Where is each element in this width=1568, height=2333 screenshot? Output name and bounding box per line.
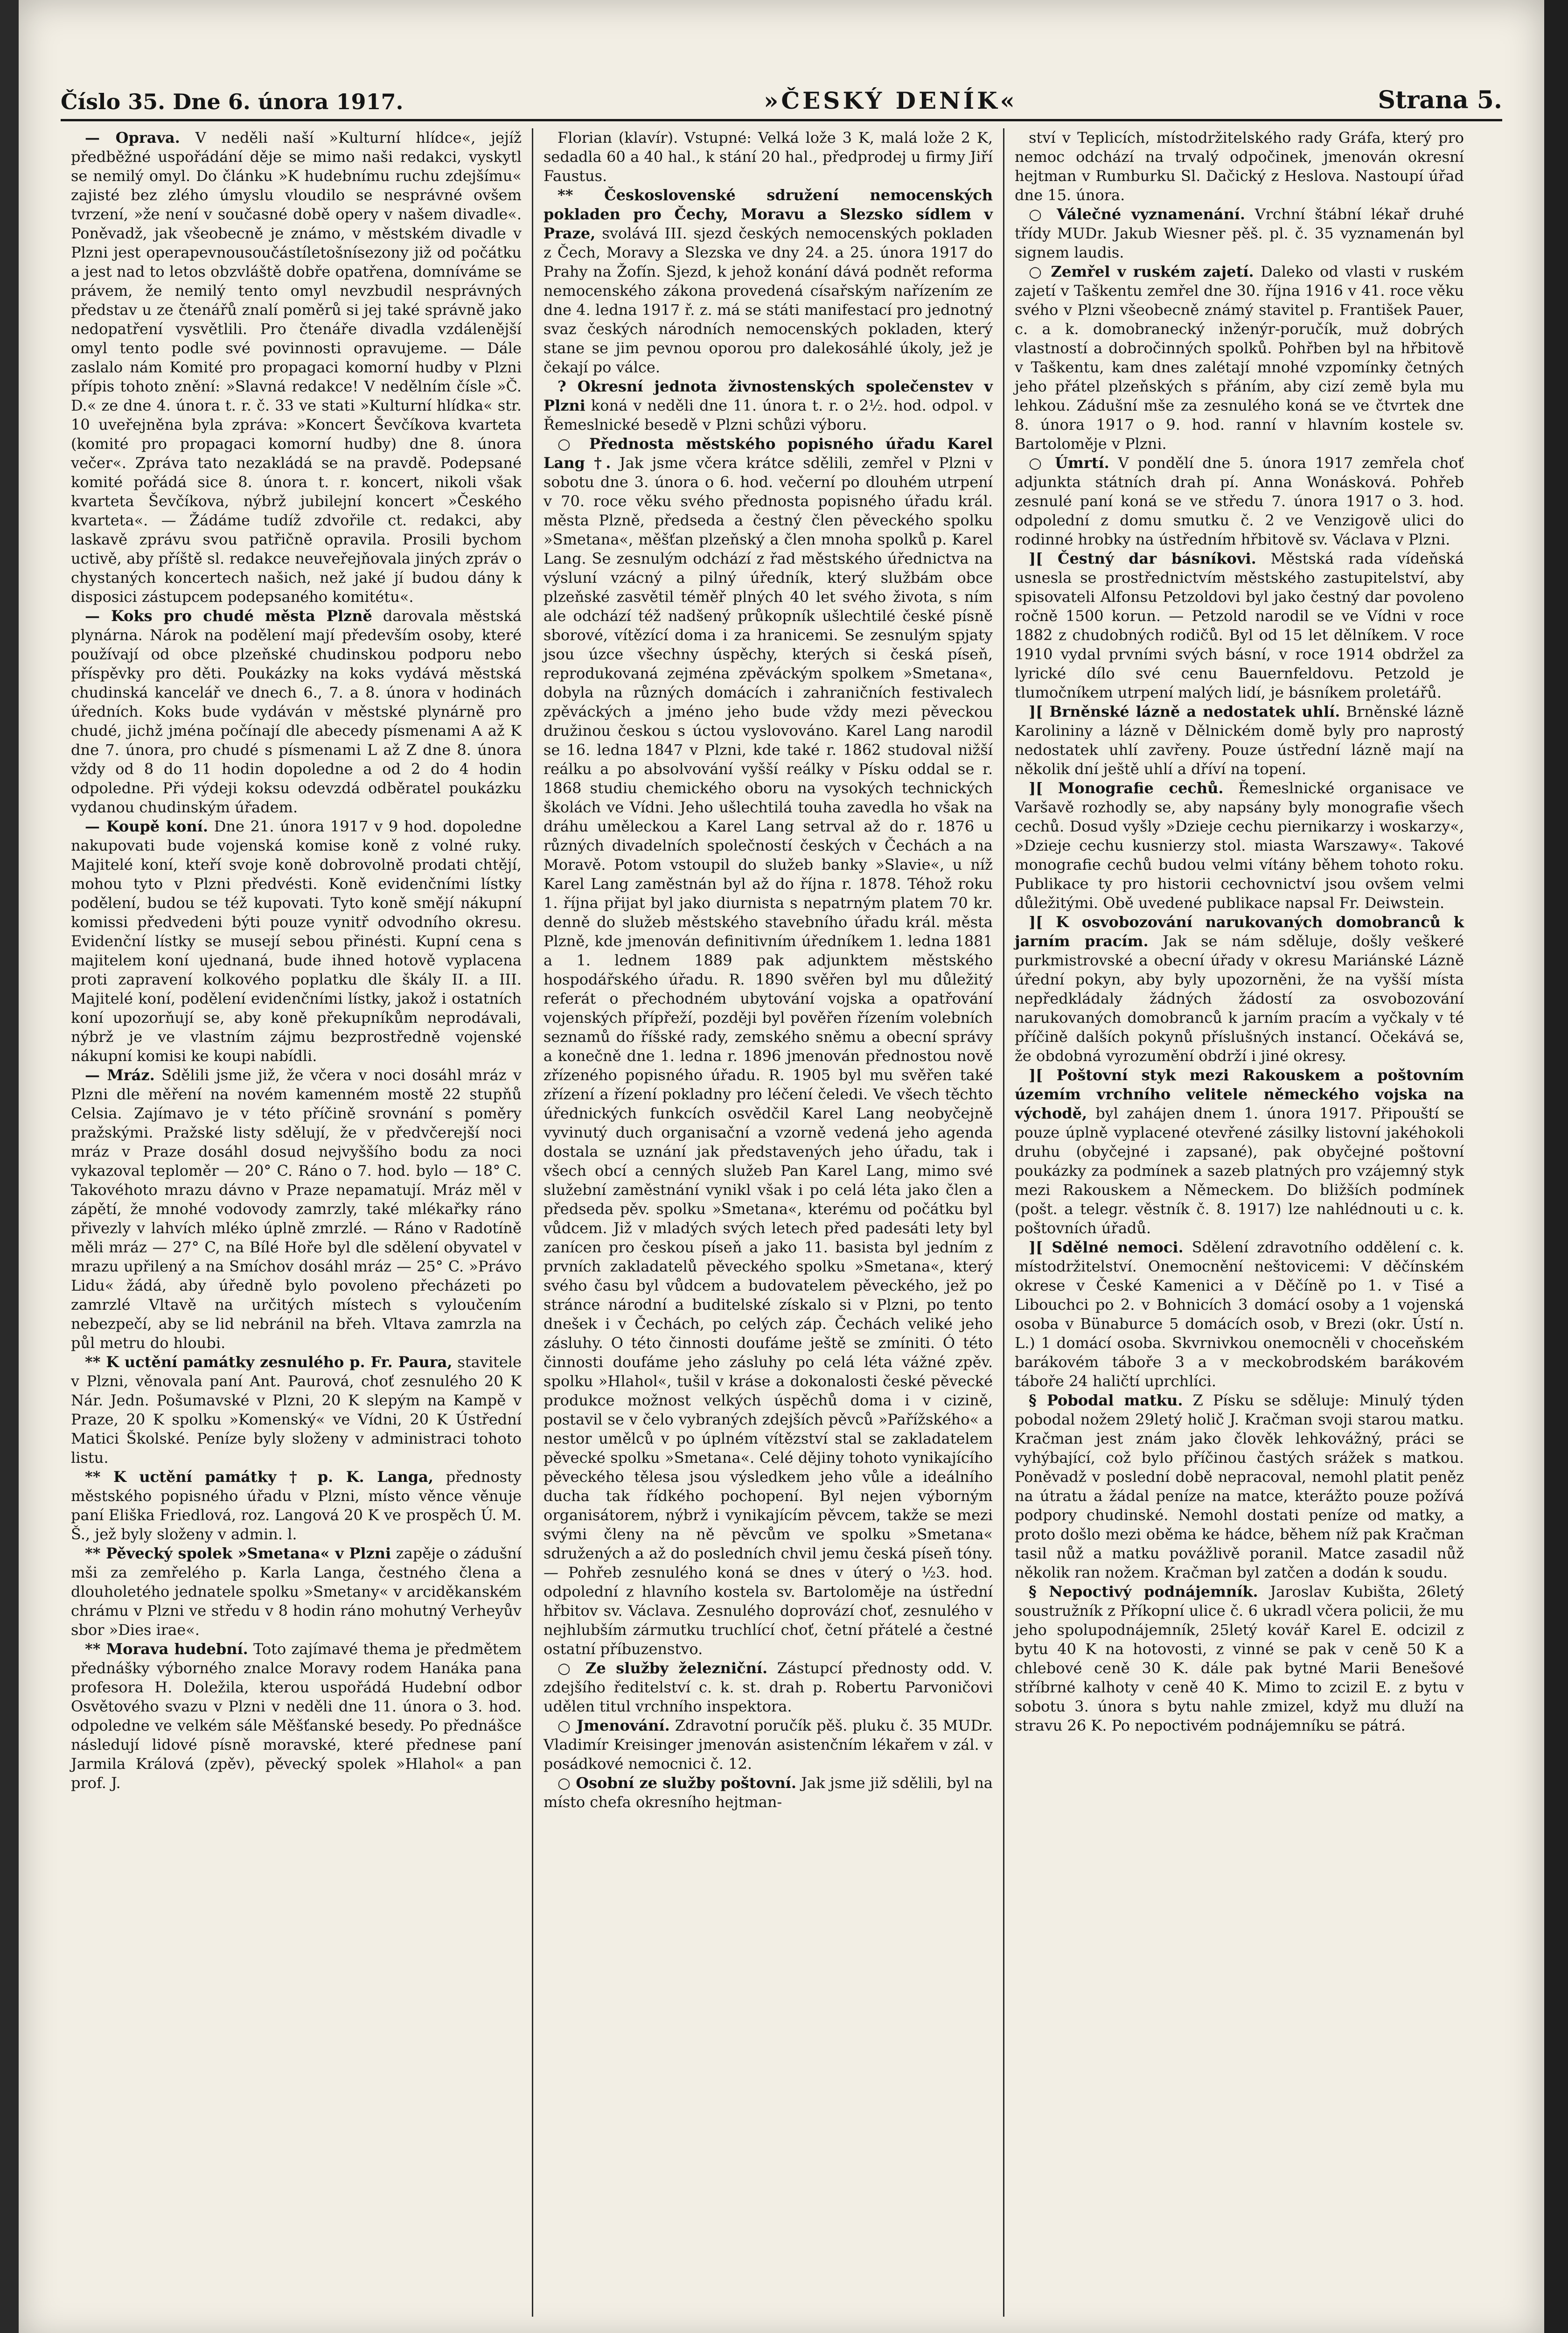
article-text: Dne 21. února 1917 v 9 hod. dopoledne nakupovati bude vojenská komise koně z volné ruky. Majitelé koní, kteří svoje koně dobrovolně prodati chtějí, mohou tyto v Plzni předvésti. Koně evidenčními lístky podělení, budou se též kupovati. Tyto koně smějí nákupní komissi předvedeni býti pouze vynitř odvodního okresu. Evidenční lístky se musejí sebou přinésti. Kupní cena s majitelem koní ujednaná, bude ihned hotově vyplacena proti zapravení kolkového poplatku dle škály II. a III. Majitelé koní, podělení evidenčními lístky, jakož i ostatních koní upozorňují se, aby koně překupníkům neprodávali, nýbrž je ve vlastním zájmu bezprostředně vojenské nákupní komisi ke koupi nabídli. (71, 817, 522, 1065)
article-heading: ○ Válečné vyznamenání. (1029, 205, 1246, 223)
article-text: darovala městská plynárna. Nárok na podělení mají především osoby, které používají od obce plzeňské chudinskou podporu nebo příspěvky pro děti. Poukázky na koks vydává městská chudinská kancelář ve dnech 6., 7. a 8. února v hodinách úředních. Koks bude vydáván v městské plynárně pro chudé, jichž jména počínají dle abecedy písmenami A až K dne 7. února, pro chudé s písmenami L až Z dne 8. února vždy od 8 do 11 hodin dopoledne a od 2 do 4 hodin odpoledne. Při výdeji koksu odevzdá odběratel poukázku vydanou chudinským úřadem. (71, 607, 522, 816)
article-paragraph (544, 128, 993, 186)
article-text: Městská rada vídeňská usnesla se prostřednictvím městského zastupitelství, aby spisovateli Alfonsu Petzoldovi byl jako čestný dar povoleno ročně 1500 korun. — Petzold narodil se ve Vídni v roce 1882 z chudobných rodičů. Byl od 15 let dělníkem. V roce 1910 vydal prvními svých básní, v roce 1914 obdržel za lyrické dílo své cenu Bauernfeldovu. Petzold je tlumočníkem utrpení malých lidí, je básníkem proletářů. (1015, 550, 1464, 701)
article-text: stavitele v Plzni, věnovala paní Ant. Paurová, choť zesnulého 20 K Nár. Jedn. Pošumavské v Plzni, 20 K slepým na Kampě v Praze, 20 K spolku »Komenský« ve Vídni, 20 K Ústřední Matici Školské. Peníze byly složeny v administraci tohoto listu. (71, 1353, 522, 1467)
article-heading: ][ Monografie cechů. (1029, 779, 1224, 797)
article-heading: — Koupě koní. (85, 817, 208, 835)
header-rule (61, 119, 1502, 121)
article-text: Jak jsme již sdělili, byl na místo chefa okresního hejtman- (544, 1774, 993, 1811)
article-text: Florian (klavír). Vstupné: Velká lože 3 K, malá lože 2 K, sedadla 60 a 40 hal., k stání 20 hal., předprodej u firmy Jiří Faustus. (544, 129, 993, 185)
article-text: přednosty městského popisného úřadu v Plzni, místo věnce věnuje paní Eliška Friedlová, roz. Langová 20 K ve prospěch Ú. M. Š., jež byly složeny v admin. l. (71, 1468, 522, 1543)
article-paragraph (544, 186, 993, 377)
article-heading: § Nepoctivý podnájemník. (1029, 1583, 1258, 1600)
article-text: Z Písku se sděluje: Minulý týden pobodal nožem 29letý holič J. Kračman svoji starou matku. Kračman jest znám jako člověk lehkovážný, práci se vyhýbající, což bylo příčinou častých srážek s matkou. Poněvadž v poslední době nepracoval, nemohl platit peněz na útratu a žádal peníze na matce, kterážto pouze požívá podpory chudinské. Nemohl dostati peníze od matky, a proto došlo mezi oběma ke hádce, během níž pak Kračman tasil nůž a matku povážlivě poranil. Matce zasadil nůž několik ran nožem. Kračman byl zatčen a dodán k soudu. (1015, 1391, 1464, 1581)
article-heading: ** Morava hudební. (85, 1640, 248, 1658)
article-heading: ○ Přednosta městského popisného úřadu Karel Lang †. (544, 435, 993, 472)
article-paragraph (71, 607, 522, 817)
newspaper-page (19, 0, 1544, 2333)
article-paragraph (544, 1774, 993, 1812)
article-heading: § Pobodal matku. (1029, 1391, 1183, 1409)
page-number: Strana 5. (1378, 86, 1502, 114)
article-heading: ][ Čestný dar básníkovi. (1029, 550, 1256, 567)
article-paragraph (1015, 1238, 1464, 1391)
article-text: V pondělí dne 5. února 1917 zemřela choť adjunkta státních drah pí. Anna Wonásková. Pohřeb zesnulé paní koná se ve středu 7. února 1917 o 3. hod. odpolední z domu smutku č. 2 ve Venzigově ulici do rodinné hrobky na ústředním hřbitově sv. Václava v Plzni. (1015, 454, 1464, 548)
article-paragraph (1015, 454, 1464, 549)
article-paragraph (71, 817, 522, 1066)
article-text: Jak jsme včera krátce sdělili, zemřel v Plzni v sobotu dne 3. února o 6. hod. večerní po dlouhém utrpení v 70. roce věku svého přednosta popisného úřadu král. města Plzně, předseda a čestný člen pěveckého spolku »Smetana«, měšťan plzeňský a člen mnoha spolků p. Karel Lang. Se zesnulým odchází z řad městského úřednictva na výsluní vzácný a pilný úředník, který službám obce plzeňské zasvětil téměř plných 40 let svého života, s ním ale odchází též nadšený průkopník ušlechtilé české písně sborové, vítězící doma i za hranicemi. Se zesnulým spjaty jsou úzce všechny úspěchy, kterých si česká píseň, reprodukovaná zejména zpěváckým spolkem »Smetana«, dobyla na různých domácích i zahraničních festivalech zpěváckých a jméno jeho bude vždy mezi pěveckou družinou českou s úctou vyslovováno. Karel Lang narodil se 16. ledna 1847 v Plzni, kde také r. 1862 studoval nižší reálku a po absolvování vyšší reálky v Písku oddal se r. 1868 studiu chemického oboru na vysokých technických školách ve Vídni. Jeho ušlechtilá touha zavedla ho však na dráhu uměleckou a Karel Lang setrval až do r. 1876 u různých divadelních společností českých v Čechách a na Moravě. Potom vstoupil do služeb banky »Slavie«, u níž Karel Lang zaměstnán byl až do října r. 1878. Téhož roku 1. října přijat byl jako diurnista s nepatrným platem 70 kr. denně do služeb městského stavebního úřadu král. města Plzně, kde jmenován definitivním úředníkem 1. ledna 1881 a 1. lednem 1889 pak adjunktem městského hospodářského úřadu. R. 1890 svěřen byl mu důležitý referát o přechodném ubytování vojska a opatřování vojenských přípřeží, později byl pověřen řízením volebních seznamů do říšské rady, zemského sněmu a obecní správy a konečně dne 1. ledna r. 1896 jmenován přednostou nově zřízeného popisného úřadu. R. 1905 byl mu svěřen také zřízení a řízení pokladny pro léčení čeledi. Ve všech těchto úřednických funkcích osvědčil Karel Lang neobyčejně vyvinutý duch organisační a vzorně vedená jeho agenda dostala se uznání jak představených jeho úřadu, tak i všech obcí a cenných služeb Pan Karel Lang, mimo své služební zaměstnání vynikl však i po celá léta jako člen a předseda pěv. spolku »Smetana«, kterému od počátku byl vůdcem. Již v mladých svých letech před padesáti lety byl zanícen pro českou píseň a jako 11. basista byl jedním z prvních zakladatelů pěveckého spolku »Smetana«, který svého času byl vůdcem a budovatelem pěveckého, jež po stránce národní a buditelské získalo si v Plzni, po tento dnešek i v Čechách, po celých záp. Čechách veliké jeho zásluhy. O této činnosti doufáme ještě se zmíniti. Ó této činnosti doufáme jeho zásluhy po celá léta vážné zpěv. spolku »Hlahol«, tušil v kráse a dokonalosti české pěvecké produkce možnost velkých úspěchů doma i v cizině, postavil se v čelo vybraných zdejších pěvců »Pařížského« a nestor umělců v po úplném vítězství stal se zakladatelem pěvecké spolku »Smetana«. Celé dějiny tohoto vynikajícího pěveckého tělesa jsou výsledkem jeho vůle a ideálního ducha tak řídkého pochopení. Byl nejen výborným organisátorem, nýbrž i vynikajícím pěvcem, takže se mezi svými členy na ně pěvcům ve spolku »Smetana« sdružených a až do posledních chvil jemu česká píseň tóny. — Pohřeb zesnulého koná se dnes v úterý o ½3. hod. odpolední z hlavního kostela sv. Bartoloměje na ústřední hřbitov sv. Václava. Zesnulého doprovází choť, zesnulého v nejhlubším zármutku truchlící choť, četní přátelé a čestné ostatní příbuzenstvo. (544, 454, 993, 1658)
scan-dark-edge (0, 0, 19, 2333)
article-text: Daleko od vlasti v ruském zajetí v Taškentu zemřel dne 30. října 1916 v 41. roce věku svého v Plzni všeobecně známý stavitel p. František Pauer, c. a k. domobranecký inženýr-poručík, muž dobrých vlastností a dobročinných spolků. Pohřben byl na hřbitově v Taškentu, kam dnes zalétají mnohé vzpomínky četných jeho přátel plzeňských s přáním, aby cizí země byla mu lehkou. Zádušní mše za zesnulého koná se ve čtvrtek dne 8. února 1917 o 9. hod. ranní v hlavním kostele sv. Bartoloměje v Plzni. (1015, 263, 1464, 453)
article-paragraph (544, 1659, 993, 1716)
masthead-title: »ČESKÝ DENÍK« (764, 87, 1017, 114)
article-heading: — Mráz. (85, 1066, 155, 1084)
article-text: koná v neděli dne 11. února t. r. o 2½. hod. odpol. v Řemeslnické besedě v Plzni schůzi výboru. (544, 397, 993, 433)
article-text: Jaroslav Kubišta, 26letý soustružník z Příkopní ulice č. 6 ukradl včera policii, že mu jeho spolupodnájemník, 25letý kovář Karel E. odcizil z bytu 40 K na hotovosti, z vinné se pak v ceně 50 K a chlebové ceně 30 K. dále pak bytné Marii Benešové stříbrné kalhoty v ceně 40 K. Mimo to zcizil E. z bytu v sobotu 3. února s bytu nahle zmizel, když mu dluží na stravu 26 K. Po nepoctivém podnájemníku se pátrá. (1015, 1583, 1464, 1734)
article-paragraph (544, 377, 993, 434)
column-1 (61, 128, 532, 2317)
article-text: zapěje o zádušní mši za zemřelého p. Karla Langa, čestného člena a dlouholetého jednatele spolku »Smetany« v arciděkanském chrámu v Plzni ve středu v 8 hodin ráno mohutný Verheyův sbor »Dies irae«. (71, 1544, 522, 1639)
article-heading: ○ Jmenování. (558, 1717, 670, 1734)
article-paragraph (1015, 1066, 1464, 1238)
article-text: Zdravotní poručík pěš. pluku č. 35 MUDr. Vladimír Kreisinger jmenován asistenčním lékařem v zál. v posádkové nemocnici č. 12. (544, 1717, 993, 1773)
article-heading: ][ Poštovní styk mezi Rakouskem a poštovním územím vrchního velitele německého vojska na východě, (1015, 1066, 1464, 1122)
article-paragraph (71, 128, 522, 607)
article-paragraph (1015, 128, 1464, 205)
article-text: Vrchní štábní lékař druhé třídy MUDr. Jakub Wiesner pěš. pl. č. 35 vyznamenán byl signem laudis. (1015, 205, 1464, 261)
article-paragraph (71, 1544, 522, 1640)
article-paragraph (1015, 262, 1464, 454)
article-heading: — Koks pro chudé města Plzně (85, 607, 372, 625)
article-heading: ][ Sdělné nemoci. (1029, 1238, 1184, 1256)
article-paragraph (544, 1716, 993, 1774)
column-3 (1003, 128, 1474, 2317)
article-paragraph (71, 1066, 522, 1353)
page-header (61, 77, 1502, 114)
article-text: Sdělení zdravotního oddělení c. k. místodržitelství. Onemocnění neštovicemi: V děčínském okrese v České Kamenici a v Děčíně po 1. v Tisé a Libouchci po 2. v Bohnicích 3 domácí osoby a 1 vojenská osoba v Bünaburce 5 domácích osob, v Brezi (okr. Ústí n. L.) 1 domácí osoba. Skvrnivkou onemocněli v choceňském barákovém táboře 3 a v meckobrodském barákovém táboře 24 haličtí uprchlíci. (1015, 1238, 1464, 1390)
article-heading: ○ Osobní ze služby poštovní. (558, 1774, 797, 1792)
article-text: Řemeslnické organisace ve Varšavě rozhodly se, aby napsány byly monografie všech cechů. Dosud vyšly »Dzieje cechu piernikarzy i woskarzy«, »Dzieje cechu kusnierzy stol. miasta Warszawy«. Takové monografie cechů budou velmi vítány během tohoto roku. Publikace ty pro historii cechovnictví jsou ovšem velmi důležitými. Obě uvedené publikace napsal Fr. Deiwstein. (1015, 779, 1464, 912)
column-2 (532, 128, 1003, 2317)
article-heading: ○ Úmrtí. (1029, 454, 1109, 472)
article-heading: ** K uctění památky zesnulého p. Fr. Paura, (85, 1353, 453, 1371)
article-paragraph (71, 1640, 522, 1793)
article-text: Toto zajímavé thema je předmětem přednášky výborného znalce Moravy rodem Hanáka pana profesora H. Doležila, kterou uspořádá Hudební odbor Osvětového svazu v Plzni v neděli dne 11. února o 3. hod. odpoledne ve velkém sále Měšťanské besedy. Po přednášce následují lidové písně moravské, které přednese paní Jarmila Králová (zpěv), pěvecký spolek »Hlahol« a pan prof. J. (71, 1640, 522, 1792)
article-paragraph (1015, 549, 1464, 702)
issue-number-date: Číslo 35. Dne 6. února 1917. (61, 89, 404, 114)
article-paragraph (1015, 779, 1464, 913)
article-text: ství v Teplicích, místodržitelského rady Gráfa, který pro nemoc odchází na trvalý odpočinek, jmenován okresní hejtman v Rumburku Sl. Dačický z Heslova. Nastoupí úřad dne 15. února. (1015, 129, 1464, 204)
article-text: V neděli naší »Kulturní hlídce«, jejíž předběžné uspořádání děje se mimo naši redakci, vyskytl se nemilý omyl. Do článku »K hudebnímu ruchu zdejšímu« zajisté bez zlého úmyslu vloudilo se nesprávné ovšem tvrzení, »že není v současné době opery v našem divadle«. Poněvadž, jak všeobecně je známo, v městském divadle v Plzni jest operapevnousoučástíletošnísezony již od počátku a jest nad to letos obzvláště dobře opatřena, domníváme se právem, že nemilý tento omyl nevzbudil nesprávných představ u ze čtenářů znalí poměrů si jej také správně jako nedopatření vysvětlili. Pro čtenáře divadla vzdálenější omyl tento podle své povinnosti opravujeme. — Dále zaslalo nám Komité pro propagaci komorní hudby v Plzni přípis tohoto znění: »Slavná redakce! V nedělním čísle »Č. D.« ze dne 4. února t. r. č. 33 ve stati »Kulturní hlídka« str. 10 uveřejněna byla zpráva: »Koncert Ševčíkova kvarteta (komité pro propagaci komorní hudby) dne 8. února večer«. Zpráva tato nezakládá se na pravdě. Podepsané komité pořádá sice 8. února t. r. koncert, nikoli však kvarteta Ševčíkova, nýbrž jubilejní koncert »Českého kvarteta«. — Žádáme tudíž zdvořile ct. redakci, aby laskavě zprávu svou patřičně opravila. Prosili bychom uctivě, aby příště sl. redakce neuveřejňovala jiných zpráv o chystaných koncertech našich, než jaké jí budou dány k disposici zástupcem podepsaného komitétu«. (71, 129, 522, 606)
article-text: svolává III. sjezd českých nemocenských pokladen z Čech, Moravy a Slezska ve dny 24. a 25. února 1917 do Prahy na Žofín. Sjezd, k jehož konání dává podnět reforma nemocenského zákona provedená císařským nařízením ze dne 4. ledna 1917 ř. z. má se státi manifestací pro jednotný svaz českých národních nemocenských pokladen, který stane se jim pevnou oporou pro dalekosáhlé úkoly, jež je čekají po válce. (544, 224, 993, 376)
article-heading: ** K uctění památky † p. K. Langa, (85, 1468, 433, 1486)
article-paragraph (71, 1353, 522, 1467)
article-heading: ○ Zemřel v ruském zajetí. (1029, 263, 1254, 280)
article-paragraph (1015, 1582, 1464, 1735)
article-heading: ** Pěvecký spolek »Smetana« v Plzni (85, 1544, 391, 1562)
article-heading: ○ Ze služby železniční. (558, 1659, 768, 1677)
article-paragraph (71, 1467, 522, 1544)
article-heading: ][ Brněnské lázně a nedostatek uhlí. (1029, 703, 1340, 720)
article-paragraph (1015, 913, 1464, 1066)
article-text: byl zahájen dnem 1. února 1917. Připouští se pouze úplně vyplacené otevřené zásilky listovní jakéhokoli druhu (obyčejné i zapsané), pak obyčejné poštovní poukázky za podmínek a sazeb platných pro vzájemný styk mezi Rakouskem a Německem. Do bližších podmínek (pošt. a telegr. věstník č. 8. 1917) lze nahlédnouti u c. k. poštovních úřadů. (1015, 1104, 1464, 1237)
article-paragraph (1015, 205, 1464, 262)
article-columns (61, 128, 1502, 2317)
article-text: Sdělili jsme již, že včera v noci dosáhl mráz v Plzni dle měření na novém kamenném mostě 22 stupňů Celsia. Zajímavo je v této příčině srovnání s poměry pražskými. Pražské listy sdělují, že v předvčerejší noci mráz v Praze dosáhl dosud nejvyššího bodu za noci vykazoval teploměr — 20° C. Ráno o 7. hod. bylo — 18° C. Takovéhoto mrazu dávno v Praze nepamatují. Mráz měl v zápětí, že mnohé vodovody zamrzly, také mlékařky ráno přivezly v lahvích mléko úplně zmrzlé. — Ráno v Radotíně měli mráz — 27° C, na Bílé Hoře byl dle sdělení obyvatel v mrazu upřilený a na Smíchov dosáhl mráz — 25° C. »Právo Lidu« žádá, aby úředně bylo povoleno přecházeti po zamrzlé Vltavě na určitých místech s vyloučením nebezpečí, aby se lid nebránil na břeh. Vltava zamrzla na půl metru do hloubi. (71, 1066, 522, 1352)
article-heading: ][ K osvobozování narukovaných domobranců k jarním pracím. (1015, 913, 1464, 950)
article-text: Zástupcí přednosty odd. V. zdejšího ředitelství c. k. st. drah p. Robertu Parvoničovi udělen titul vrchního inspektora. (544, 1659, 993, 1715)
article-paragraph (544, 434, 993, 1659)
article-heading: ** Československé sdružení nemocenských pokladen pro Čechy, Moravu a Slezsko sídlem v Praze, (544, 186, 993, 242)
article-paragraph (1015, 702, 1464, 779)
article-text: Jak se nám sděluje, došly veškeré purkmistrovské a obecní úřady v okresu Mariánské Lázně úřední pokyn, aby byly upozorněni, že na vyšší místa nepředkládaly žádných žádostí za osvobozování narukovaných domobranců k jarním pracím a vyčkaly v té příčině dalších pokynů příslušných instancí. Očekává se, že obdobná vyrozumění obdrží i jiné okresy. (1015, 932, 1464, 1065)
article-paragraph (1015, 1391, 1464, 1582)
article-text: Brněnské lázně Karolininy a lázně v Dělnickém domě byly pro naprostý nedostatek uhlí zavřeny. Pouze ústřední lázně mají na několik dní ještě uhlí a dříví na topení. (1015, 703, 1464, 778)
article-heading: ? Okresní jednota živnostenských společenstev v Plzni (544, 377, 993, 414)
article-heading: — Oprava. (85, 129, 180, 147)
